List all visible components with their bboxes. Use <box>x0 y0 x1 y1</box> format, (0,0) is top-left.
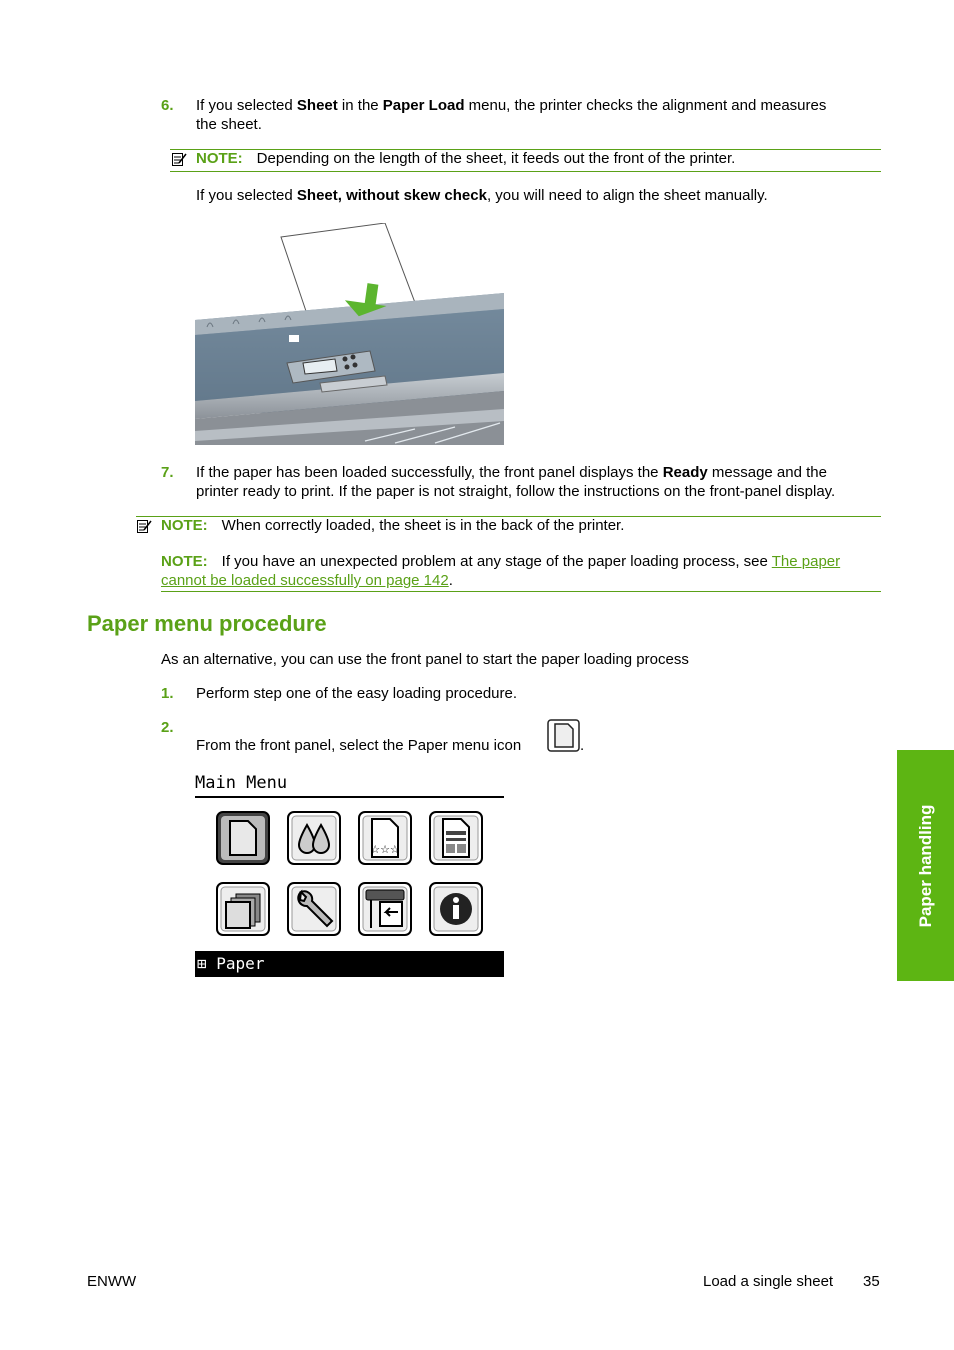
note-1: NOTE: Depending on the length of the sheet, it feeds out the front of the printer. <box>196 150 736 167</box>
skew-check-text: If you selected Sheet, without skew check, you will need to align the sheet manually. <box>196 187 768 204</box>
main-menu-rule <box>195 796 504 798</box>
selected-menu-item-bar[interactable] <box>195 951 504 977</box>
note-bottom-rule <box>170 171 881 172</box>
expand-icon: ⊞ <box>197 954 207 973</box>
note-icon <box>171 151 187 167</box>
step-number: 1. <box>161 685 174 702</box>
main-menu-title: Main Menu <box>195 773 288 793</box>
setup-wrench-icon[interactable] <box>287 882 341 936</box>
ink-icon[interactable] <box>287 811 341 865</box>
step-1-text: Perform step one of the easy loading procedure. <box>196 685 518 702</box>
note-3: NOTE: If you have an unexpected problem at any stage of the paper loading process, see The paper cannot be loaded successfully on page 142. <box>161 553 841 589</box>
image-quality-icon[interactable] <box>358 811 412 865</box>
section-heading: Paper menu procedure <box>87 611 327 636</box>
paper-troubleshoot-link[interactable]: The paper <box>771 553 841 570</box>
paper-menu-icon <box>547 719 581 753</box>
job-queue-icon[interactable] <box>429 811 483 865</box>
step-2-period: . <box>580 737 585 754</box>
step-number: 6. <box>161 97 174 114</box>
svg-text:☆☆☆: ☆☆☆ <box>370 843 400 856</box>
note-2: NOTE: When correctly loaded, the sheet is in the back of the printer. <box>161 517 625 534</box>
step-number: 2. <box>161 719 174 736</box>
folders-icon[interactable] <box>216 882 270 936</box>
chapter-side-tab <box>897 750 954 981</box>
printer-loading-illustration <box>195 223 504 445</box>
note-bottom-rule <box>161 591 881 592</box>
footer-section-title: Load a single sheet <box>703 1273 834 1290</box>
chapter-side-tab-label: Paper handling <box>915 804 935 927</box>
page-number: 35 <box>863 1273 880 1290</box>
step-6-text: If you selected Sheet in the Paper Load menu, the printer checks the alignment and measures the sheet. <box>196 97 827 133</box>
footer-left: ENWW <box>87 1273 137 1290</box>
note-icon <box>136 518 152 534</box>
connectivity-icon[interactable] <box>358 882 412 936</box>
paper-troubleshoot-link[interactable]: cannot be loaded successfully on page 142 <box>161 572 449 589</box>
section-intro: As an alternative, you can use the front panel to start the paper loading process <box>161 651 689 668</box>
step-number: 7. <box>161 464 174 481</box>
step-2-text: From the front panel, select the Paper menu icon <box>196 737 522 754</box>
paper-icon[interactable] <box>216 811 270 865</box>
information-icon[interactable] <box>429 882 483 936</box>
step-7-text: If the paper has been loaded successfully, the front panel displays the Ready message and the printer ready to print. If the paper is not straight, follow the instructions on the front-panel display. <box>196 464 836 500</box>
selected-menu-item-label: Paper <box>216 954 265 973</box>
